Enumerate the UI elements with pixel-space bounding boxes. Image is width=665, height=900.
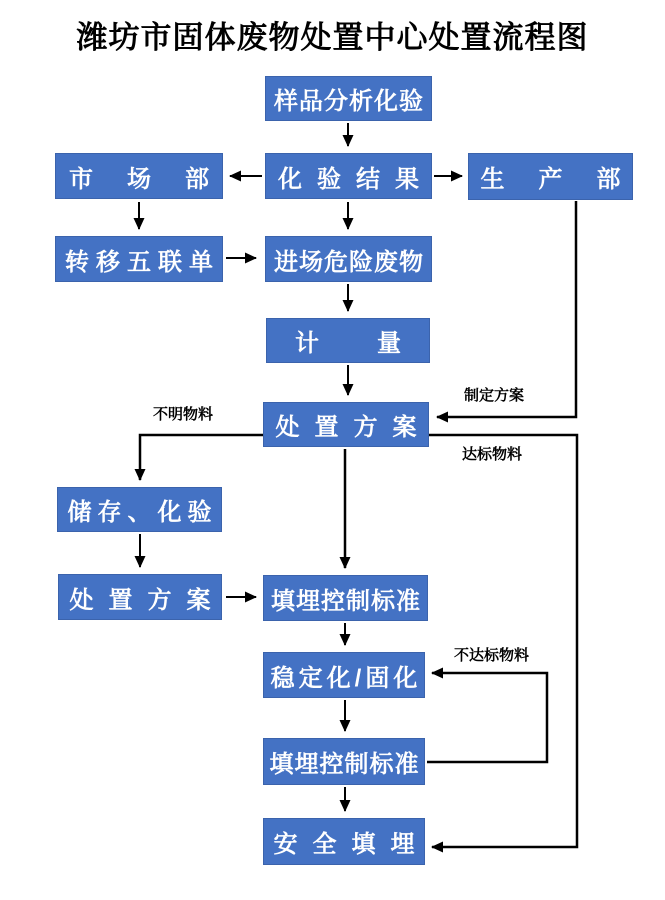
node-weighing — [266, 318, 459, 363]
node-label: 安全填埋 — [273, 831, 430, 858]
edge-label-make-plan: 制定方案 — [464, 387, 525, 404]
node-landfill-control-standard-1 — [263, 575, 428, 621]
node-market-dept — [55, 153, 243, 199]
node-test-result — [265, 153, 432, 199]
node-transfer-manifest — [55, 236, 223, 282]
edge-label-qualified-material: 达标物料 — [462, 446, 523, 463]
page-title: 潍坊市固体废物处置中心处置流程图 — [76, 20, 589, 55]
node-label: 填埋控制标准 — [269, 751, 420, 778]
node-sample-analysis — [265, 76, 432, 121]
node-label: 处置方案 — [69, 586, 226, 614]
node-label: 生产部 — [480, 166, 655, 193]
arrow-std2-to-stabilization-feedback — [427, 673, 547, 762]
node-label: 样品分析化验 — [274, 88, 424, 115]
edge-label-unqualified-material: 不达标物料 — [454, 647, 530, 664]
node-production-dept — [468, 153, 655, 200]
node-disposal-plan-2 — [58, 574, 226, 620]
arrow-plan1-to-safe — [429, 435, 577, 847]
node-incoming-hazardous-waste — [265, 236, 432, 282]
node-label: 处置方案 — [275, 414, 432, 441]
node-disposal-plan-1 — [263, 402, 432, 447]
arrow-plan1-to-storage — [140, 435, 263, 480]
node-label: 储存、化验 — [67, 499, 218, 526]
node-label: 转移五联单 — [65, 248, 220, 276]
node-label: 填埋控制标准 — [271, 587, 421, 615]
node-label: 化验结果 — [278, 165, 434, 193]
node-landfill-control-standard-2 — [263, 738, 425, 785]
node-label: 市场部 — [69, 165, 243, 193]
node-storage-testing — [57, 487, 222, 532]
node-safe-landfill — [263, 818, 430, 865]
node-label: 计量 — [295, 330, 459, 357]
edge-label-unknown-material: 不明物料 — [153, 406, 214, 423]
node-stabilization-solidification — [263, 652, 425, 698]
node-label: 稳定化/固化 — [270, 664, 422, 692]
node-label: 进场危险废物 — [274, 248, 424, 276]
